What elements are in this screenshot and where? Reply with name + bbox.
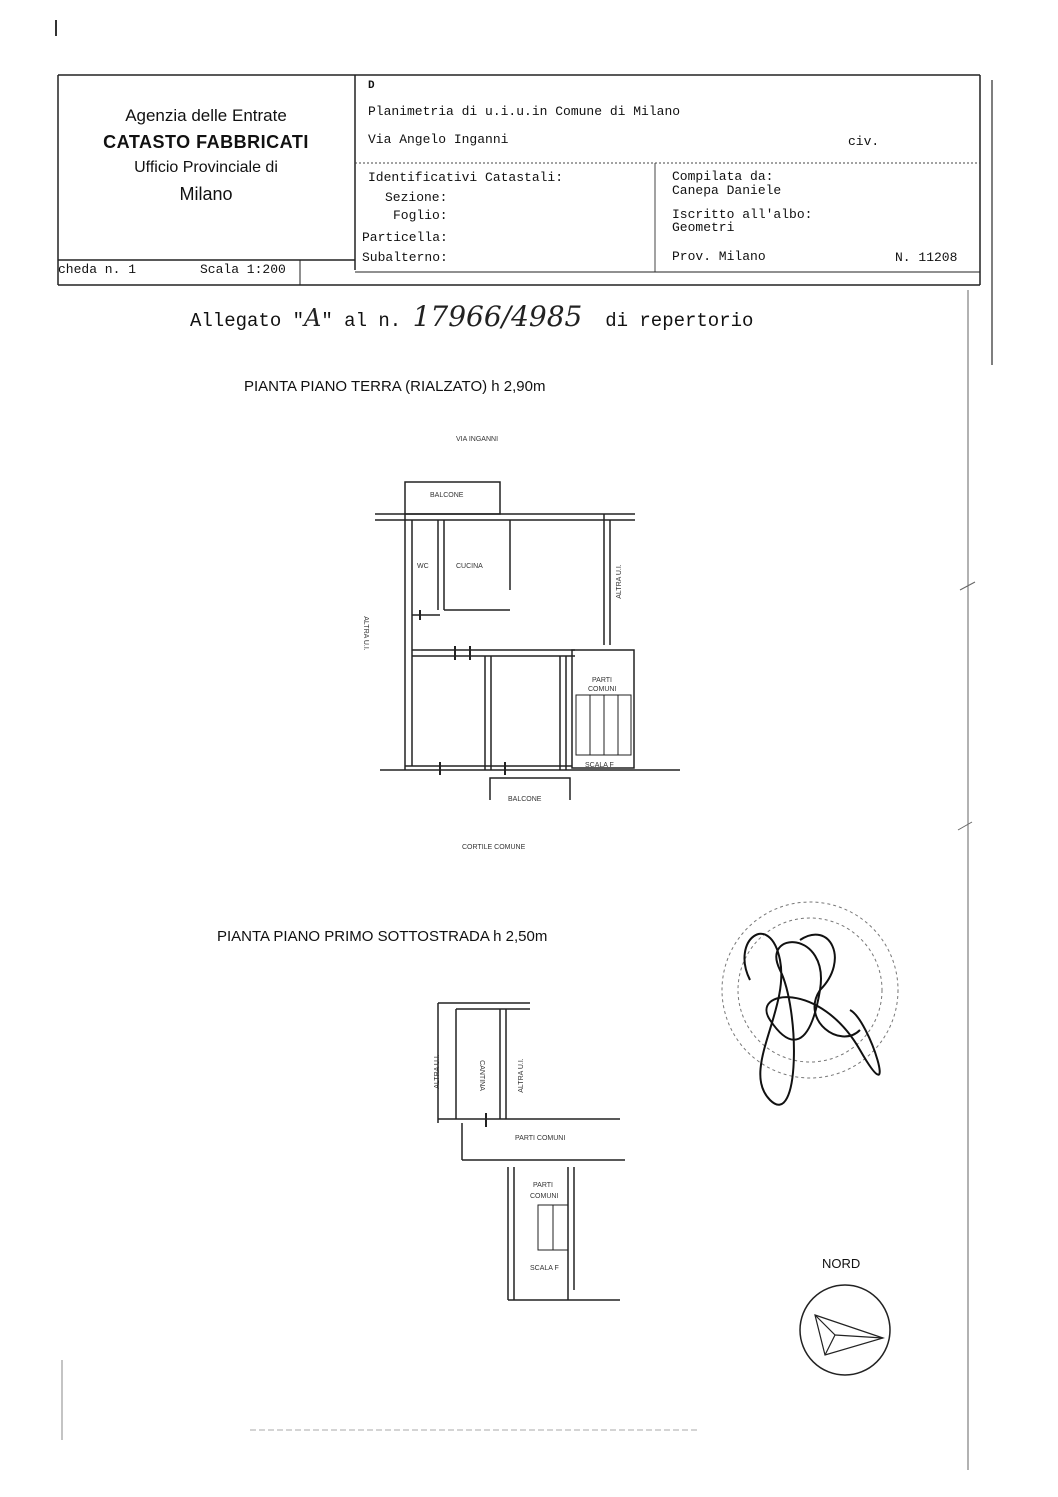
office-label: Ufficio Provinciale di [134,159,278,176]
cortile-label: CORTILE COMUNE [462,844,526,851]
scheda-label: cheda n. 1 [58,262,137,277]
allegato-mid: " al n. [321,310,402,332]
repertorio-number: 17966/4985 [412,300,583,333]
cucina-label: CUCINA [456,563,483,570]
subalterno-label: Subalterno: [362,250,448,265]
allegato-suffix: di repertorio [605,310,754,332]
basement-plan [420,995,650,1305]
balcone-top-label: BALCONE [430,492,464,499]
basement-scala-f: SCALA F [530,1265,559,1272]
basement-altra-ui-left: ALTRA U.I. [433,1054,441,1089]
agency-name: Agenzia delle Entrate [125,106,287,125]
agency-block [56,103,356,207]
balcone-bottom-label: BALCONE [508,796,542,803]
nord-label: NORD [822,1256,861,1271]
compilata-label: Compilata da: [672,169,774,184]
parti-comuni-label-1: PARTI [592,677,612,684]
ident-label: Identificativi Catastali: [368,170,564,185]
scala-f-label: SCALA F [585,762,614,769]
allegato-line [190,300,753,333]
address: Via Angelo Inganni [368,132,509,147]
iscritto-label: Iscritto all'albo: [672,207,813,222]
iscritto-value: Geometri [672,220,735,235]
altra-ui-right-label: ALTRA U.I. [615,564,623,599]
basement-parti-comuni: PARTI COMUNI [515,1135,566,1142]
parti-comuni-label-2: COMUNI [588,686,617,693]
catasto-title: CATASTO FABBRICATI [103,132,309,152]
altra-ui-left-label: ALTRA U.I. [361,616,369,651]
prov-label: Prov. Milano [672,249,766,264]
sheet-letter: D [368,80,375,92]
allegato-prefix: Allegato " [190,310,305,332]
scala-label: Scala 1:200 [200,262,286,277]
particella-label: Particella: [362,230,448,245]
cantina-label: CANTINA [477,1060,485,1091]
basement-parti-label-1: PARTI [533,1182,553,1189]
compass-rose-icon [795,1280,895,1380]
ground-floor-title: PIANTA PIANO TERRA (RIALZATO) h 2,90m [244,378,546,395]
compilata-name: Canepa Daniele [672,183,782,198]
basement-title: PIANTA PIANO PRIMO SOTTOSTRADA h 2,50m [217,928,548,945]
civ-label: civ. [848,134,880,149]
wc-label: WC [417,563,429,570]
street-label: VIA INGANNI [456,436,499,443]
allegato-letter: A [304,304,322,332]
basement-altra-ui-right: ALTRA U.I. [517,1058,525,1093]
basement-parti-label-2: COMUNI [530,1193,559,1200]
albo-number: N. 11208 [895,250,958,265]
ground-floor-plan [360,470,680,800]
signature-stamp [710,900,910,1120]
planimetria-title: Planimetria di u.i.u.in Comune di Milano [368,104,681,119]
office-city: Milano [179,184,233,204]
foglio-label: Foglio: [393,208,448,223]
sezione-label: Sezione: [385,190,448,205]
